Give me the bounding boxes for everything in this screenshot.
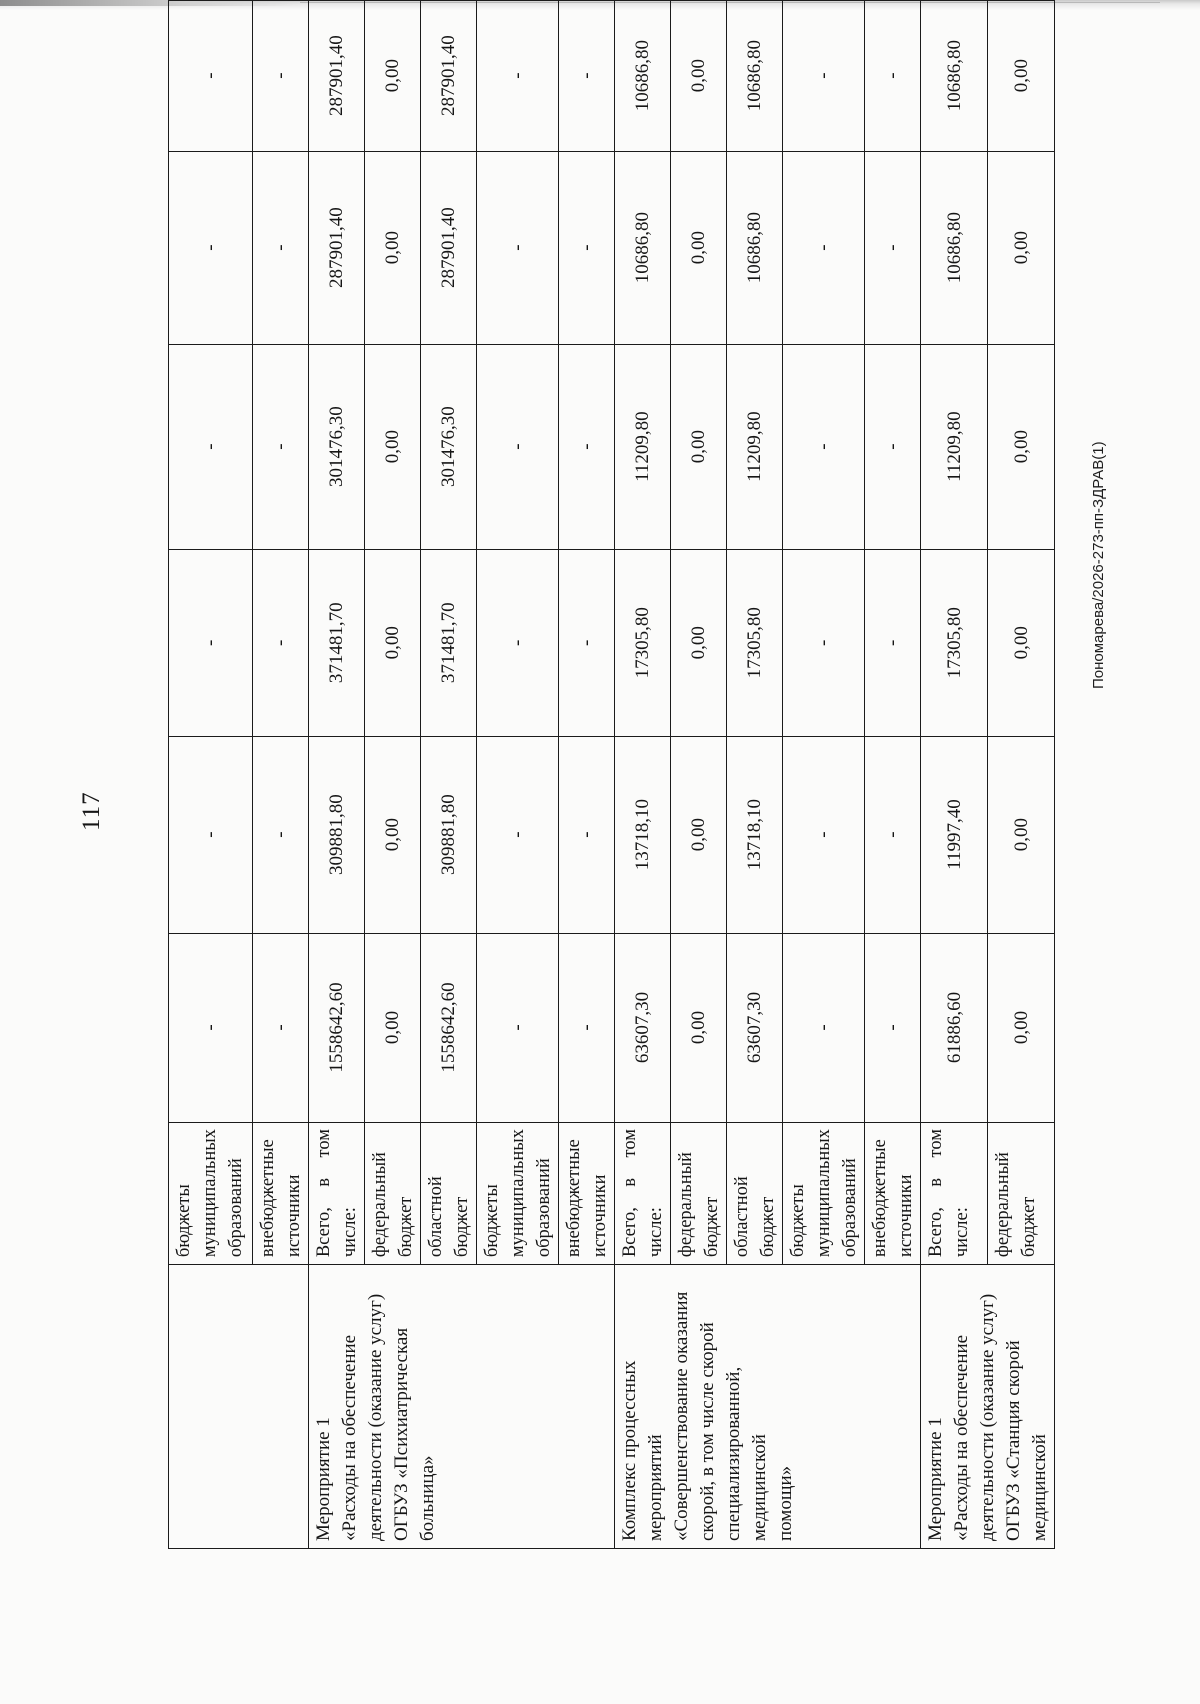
measure-title-line: «Расходы на обеспечение xyxy=(951,1334,972,1541)
value-cell-year-1: 0,00 xyxy=(671,737,727,934)
funding-source-cell xyxy=(421,1123,477,1265)
funding-source-label: внебюджетные xyxy=(564,1139,584,1258)
funding-source-cell xyxy=(615,1123,671,1265)
value-cell-year-3: - xyxy=(169,344,253,549)
funding-source-cell xyxy=(309,1123,365,1265)
value-cell-total: 0,00 xyxy=(671,933,727,1122)
funding-source-label: образований xyxy=(840,1158,860,1258)
value-cell-total: - xyxy=(865,933,921,1122)
value-cell-year-4: 287901,40 xyxy=(421,152,477,345)
value-cell-year-3: 11209,80 xyxy=(615,344,671,549)
value-cell-year-4: - xyxy=(253,152,309,345)
table-row xyxy=(615,1,671,1549)
value-cell-year-2: - xyxy=(169,550,253,737)
funding-source-cell xyxy=(727,1123,783,1265)
value-cell-total: - xyxy=(783,933,865,1122)
funding-source-total-label: Всего, в том xyxy=(620,1129,640,1258)
value-cell-year-5: - xyxy=(783,1,865,152)
funding-source-label: областной xyxy=(426,1176,446,1258)
funding-source-label: муниципальных xyxy=(200,1129,220,1258)
value-cell-year-4: 10686,80 xyxy=(615,152,671,345)
measure-cell-continued xyxy=(169,1265,309,1549)
value-cell-year-2: - xyxy=(253,550,309,737)
value-cell-year-2: 17305,80 xyxy=(921,550,988,737)
value-cell-year-4: 10686,80 xyxy=(921,152,988,345)
value-cell-year-5: 0,00 xyxy=(671,1,727,152)
value-cell-year-2: - xyxy=(865,550,921,737)
value-cell-year-5: 287901,40 xyxy=(309,1,365,152)
funding-source-label: федеральный xyxy=(676,1152,696,1258)
value-cell-year-4: 0,00 xyxy=(365,152,421,345)
value-cell-year-4: 287901,40 xyxy=(309,152,365,345)
value-cell-total: - xyxy=(253,933,309,1122)
value-cell-year-3: 0,00 xyxy=(365,344,421,549)
value-cell-year-4: - xyxy=(169,152,253,345)
funding-source-label: муниципальных xyxy=(814,1129,834,1258)
value-cell-year-2: 17305,80 xyxy=(615,550,671,737)
value-cell-year-2: 0,00 xyxy=(671,550,727,737)
funding-source-label: бюджеты xyxy=(482,1184,502,1258)
funding-source-cell xyxy=(988,1123,1055,1265)
funding-source-cell xyxy=(365,1123,421,1265)
funding-source-label: источники xyxy=(896,1174,916,1258)
measure-title-line: деятельности (оказание услуг) xyxy=(365,1293,386,1541)
value-cell-total: - xyxy=(169,933,253,1122)
measure-title-line: помощи» xyxy=(775,1465,796,1541)
footer-document-code: Пономарева/2026-273-пп-ЗДРАВ(1) xyxy=(1090,441,1107,689)
measure-title-line: ОГБУЗ «Психиатрическая больница» xyxy=(391,1327,438,1541)
value-cell-year-4: 0,00 xyxy=(988,152,1055,345)
measure-title-line: ОГБУЗ «Станция скорой медицинской xyxy=(1003,1340,1050,1541)
funding-source-cell xyxy=(671,1123,727,1265)
value-cell-total: 63607,30 xyxy=(727,933,783,1122)
value-cell-year-1: - xyxy=(783,737,865,934)
value-cell-year-1: 309881,80 xyxy=(309,737,365,934)
measure-title-line: скорой, в том числе скорой xyxy=(697,1322,718,1541)
value-cell-year-1: - xyxy=(169,737,253,934)
funding-source-cell xyxy=(865,1123,921,1265)
measure-title-line: «Совершенствование оказания xyxy=(671,1291,692,1541)
funding-source-label: федеральный xyxy=(370,1152,390,1258)
measure-title-cell xyxy=(309,1265,615,1549)
value-cell-year-3: 301476,30 xyxy=(309,344,365,549)
value-cell-year-1: 13718,10 xyxy=(615,737,671,934)
value-cell-year-3: 0,00 xyxy=(988,344,1055,549)
value-cell-total: 0,00 xyxy=(988,933,1055,1122)
value-cell-year-2: - xyxy=(477,550,559,737)
funding-source-label: бюджеты xyxy=(174,1184,194,1258)
value-cell-year-2: 371481,70 xyxy=(309,550,365,737)
value-cell-year-2: - xyxy=(783,550,865,737)
value-cell-total: 1558642,60 xyxy=(309,933,365,1122)
value-cell-year-4: 0,00 xyxy=(671,152,727,345)
measure-title-line: специализированной, медицинской xyxy=(723,1366,770,1541)
funding-source-label: муниципальных xyxy=(508,1129,528,1258)
value-cell-year-3: 11209,80 xyxy=(921,344,988,549)
value-cell-year-4: - xyxy=(865,152,921,345)
value-cell-year-2: 0,00 xyxy=(365,550,421,737)
funding-source-cell xyxy=(477,1123,559,1265)
funding-source-cell xyxy=(921,1123,988,1265)
budget-funding-table xyxy=(168,0,1055,1549)
page-number: 117 xyxy=(78,791,105,831)
value-cell-year-3: - xyxy=(865,344,921,549)
funding-source-total-label-cont: числе: xyxy=(646,1207,666,1258)
funding-source-label: внебюджетные xyxy=(258,1139,278,1258)
measure-title-cell xyxy=(921,1265,1055,1549)
funding-source-label: бюджет xyxy=(702,1196,722,1258)
value-cell-year-5: 287901,40 xyxy=(421,1,477,152)
value-cell-year-4: - xyxy=(783,152,865,345)
funding-source-label: федеральный xyxy=(993,1152,1013,1258)
funding-source-label: образований xyxy=(226,1158,246,1258)
funding-source-cell xyxy=(559,1123,615,1265)
value-cell-year-1: - xyxy=(477,737,559,934)
funding-source-cell xyxy=(169,1123,253,1265)
funding-source-label: бюджет xyxy=(758,1196,778,1258)
value-cell-year-1: - xyxy=(253,737,309,934)
value-cell-year-1: 0,00 xyxy=(988,737,1055,934)
value-cell-year-1: 309881,80 xyxy=(421,737,477,934)
funding-source-label: областной xyxy=(732,1176,752,1258)
table-row xyxy=(169,1,253,1549)
value-cell-year-4: - xyxy=(559,152,615,345)
value-cell-year-1: 0,00 xyxy=(365,737,421,934)
value-cell-year-4: - xyxy=(477,152,559,345)
funding-source-cell xyxy=(253,1123,309,1265)
value-cell-year-5: 10686,80 xyxy=(615,1,671,152)
measure-title-line: Комплекс процессных мероприятий xyxy=(619,1360,666,1541)
measure-title-line: «Расходы на обеспечение xyxy=(339,1334,360,1541)
value-cell-year-5: 10686,80 xyxy=(727,1,783,152)
funding-source-label: бюджет xyxy=(396,1196,416,1258)
value-cell-total: 63607,30 xyxy=(615,933,671,1122)
value-cell-year-5: 0,00 xyxy=(365,1,421,152)
value-cell-total: - xyxy=(477,933,559,1122)
value-cell-year-5: - xyxy=(559,1,615,152)
value-cell-year-1: - xyxy=(559,737,615,934)
value-cell-total: 0,00 xyxy=(365,933,421,1122)
value-cell-year-2: 0,00 xyxy=(988,550,1055,737)
table-row xyxy=(921,1,988,1549)
value-cell-year-5: - xyxy=(477,1,559,152)
measure-title-cell xyxy=(615,1265,921,1549)
value-cell-year-3: 301476,30 xyxy=(421,344,477,549)
funding-source-total-label: Всего, в том xyxy=(926,1129,946,1258)
value-cell-year-3: - xyxy=(559,344,615,549)
value-cell-year-2: 371481,70 xyxy=(421,550,477,737)
value-cell-year-3: - xyxy=(783,344,865,549)
funding-source-label: внебюджетные xyxy=(870,1139,890,1258)
funding-source-label: источники xyxy=(590,1174,610,1258)
funding-source-total-label-cont: числе: xyxy=(952,1207,972,1258)
measure-title-line: Мероприятие 1 xyxy=(313,1417,334,1541)
value-cell-year-3: - xyxy=(477,344,559,549)
value-cell-year-1: - xyxy=(865,737,921,934)
funding-source-total-label: Всего, в том xyxy=(314,1129,334,1258)
value-cell-total: 61886,60 xyxy=(921,933,988,1122)
measure-title-line: Мероприятие 1 xyxy=(925,1417,946,1541)
table-row xyxy=(309,1,365,1549)
funding-source-total-label-cont: числе: xyxy=(340,1207,360,1258)
value-cell-total: 1558642,60 xyxy=(421,933,477,1122)
value-cell-year-3: 0,00 xyxy=(671,344,727,549)
value-cell-year-3: - xyxy=(253,344,309,549)
funding-source-label: бюджет xyxy=(452,1196,472,1258)
funding-source-label: образований xyxy=(534,1158,554,1258)
funding-source-label: бюджеты xyxy=(788,1184,808,1258)
funding-source-label: бюджет xyxy=(1019,1196,1039,1258)
funding-source-label: источники xyxy=(284,1174,304,1258)
value-cell-year-2: 17305,80 xyxy=(727,550,783,737)
value-cell-year-5: 10686,80 xyxy=(921,1,988,152)
value-cell-year-2: - xyxy=(559,550,615,737)
value-cell-year-4: 10686,80 xyxy=(727,152,783,345)
value-cell-total: - xyxy=(559,933,615,1122)
value-cell-year-3: 11209,80 xyxy=(727,344,783,549)
value-cell-year-5: - xyxy=(865,1,921,152)
value-cell-year-5: - xyxy=(253,1,309,152)
funding-source-cell xyxy=(783,1123,865,1265)
value-cell-year-1: 11997,40 xyxy=(921,737,988,934)
measure-title-line: деятельности (оказание услуг) xyxy=(977,1293,998,1541)
value-cell-year-5: - xyxy=(169,1,253,152)
value-cell-year-1: 13718,10 xyxy=(727,737,783,934)
value-cell-year-5: 0,00 xyxy=(988,1,1055,152)
